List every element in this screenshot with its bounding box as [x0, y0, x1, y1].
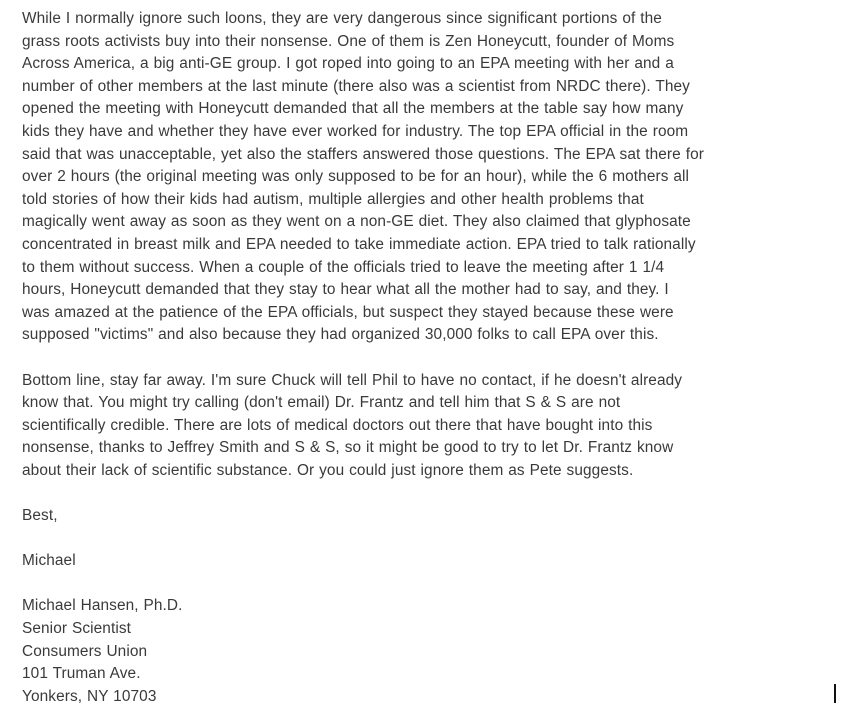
- text-line: concentrated in breast milk and EPA needed to take immediate action. EPA tried to talk rationally: [22, 235, 696, 253]
- text-line: opened the meeting with Honeycutt demanded that all the members at the table say how many: [22, 100, 684, 118]
- signature-title: Senior Scientist: [22, 620, 132, 638]
- paragraph-gap: [22, 573, 832, 596]
- text-line: told stories of how their kids had autism, multiple allergies and other health problems that: [22, 190, 644, 208]
- signature-block: [22, 595, 832, 708]
- text-line: Across America, a big anti-GE group. I got roped into going to an EPA meeting with her and a: [22, 55, 674, 73]
- closing-line: Best,: [22, 507, 58, 525]
- text-line: grass roots activists buy into their nonsense. One of them is Zen Honeycutt, founder of Moms: [22, 32, 675, 50]
- paragraph-gap: [22, 347, 832, 370]
- paragraph-gap: [22, 528, 832, 551]
- text-line: magically went away as soon as they went on a non-GE diet. They also claimed that glyphosate: [22, 213, 691, 231]
- signature-street: 101 Truman Ave.: [22, 665, 141, 683]
- paragraph-gap: [22, 482, 832, 505]
- text-line: Bottom line, stay far away. I'm sure Chuck will tell Phil to have no contact, if he doesn't already: [22, 371, 683, 389]
- text-line: number of other members at the last minute (there also was a scientist from NRDC there). They: [22, 77, 690, 95]
- signature-name: Michael Hansen, Ph.D.: [22, 597, 183, 615]
- text-line: kids they have and whether they have ever worked for industry. The top EPA official in the room: [22, 122, 689, 140]
- text-line: over 2 hours (the original meeting was only supposed to be for an hour), while the 6 mothers all: [22, 168, 690, 186]
- text-line: said that was unacceptable, yet also the staffers answered those questions. The EPA sat there for: [22, 145, 704, 163]
- text-line: know that. You might try calling (don't email) Dr. Frantz and tell him that S & S are not: [22, 394, 621, 412]
- signature-organization: Consumers Union: [22, 642, 148, 660]
- text-line: While I normally ignore such loons, they are very dangerous since significant portions of the: [22, 10, 662, 27]
- text-cursor: [834, 684, 836, 703]
- paragraph-1: [22, 8, 832, 347]
- sender-first-name: Michael: [22, 552, 76, 570]
- text-line: hours, Honeycutt demanded that they stay to hear what all the mother had to say, and they. I: [22, 281, 669, 299]
- text-line: nonsense, thanks to Jeffrey Smith and S & S, so it might be good to try to let Dr. Frantz know: [22, 439, 674, 457]
- text-line: to them without success. When a couple of the officials tried to leave the meeting after 1 1/4: [22, 258, 665, 276]
- signature-city: Yonkers, NY 10703: [22, 687, 157, 705]
- text-line: scientifically credible. There are lots of medical doctors out there that have bought into this: [22, 416, 653, 434]
- email-body: [22, 8, 832, 708]
- text-line: about their lack of scientific substance. Or you could just ignore them as Pete suggests.: [22, 461, 634, 479]
- paragraph-2: [22, 370, 832, 483]
- text-line: was amazed at the patience of the EPA officials, but suspect they stayed because these were: [22, 303, 674, 321]
- text-line: supposed "victims" and also because they had organized 30,000 folks to call EPA over this.: [22, 326, 659, 344]
